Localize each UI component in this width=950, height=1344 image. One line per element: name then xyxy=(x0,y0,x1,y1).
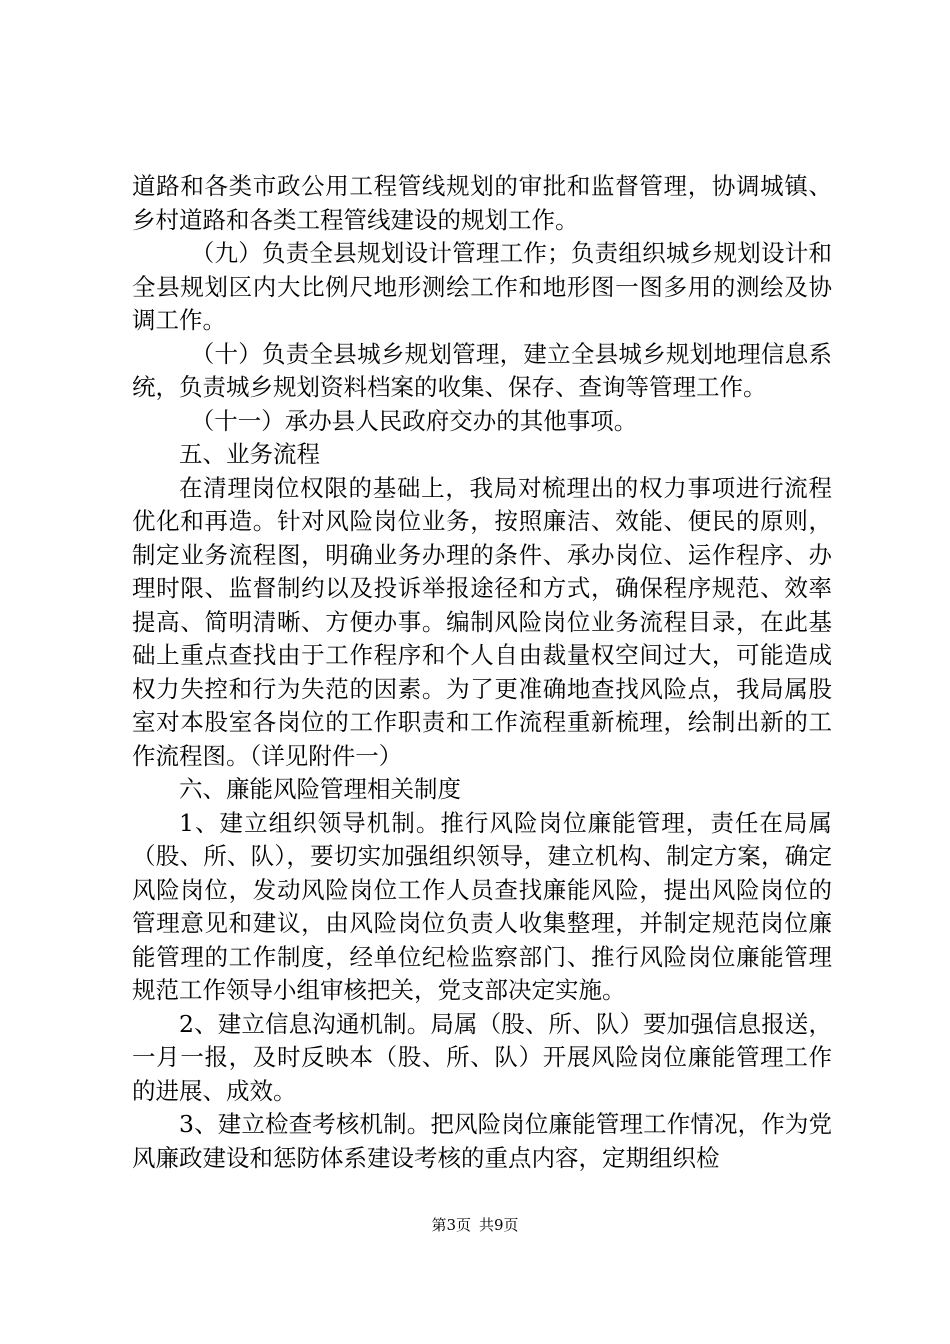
paragraph-item-9: （九）负责全县规划设计管理工作；负责组织城乡规划设计和全县规划区内大比例尺地形测绘工作和地形图一图多用的测绘及协调工作。 xyxy=(132,239,832,334)
document-body xyxy=(132,170,832,1175)
paragraph-item-10: （十）负责全县城乡规划管理，建立全县城乡规划地理信息系统，负责城乡规划资料档案的收集、保存、查询等管理工作。 xyxy=(132,339,832,401)
page-footer xyxy=(0,1214,950,1235)
paragraph-leadership-mechanism: 1、建立组织领导机制。推行风险岗位廉能管理，责任在局属（股、所、队），要切实加强组织领导，建立机构、制定方案，确定风险岗位，发动风险岗位工作人员查找廉能风险，提出风险岗位的管理意见和建议，由风险岗位负责人收集整理，并制定规范岗位廉能管理的工作制度，经单位纪检监察部门、推行风险岗位廉能管理规范工作领导小组审核把关，党支部决定实施。 xyxy=(132,808,832,1004)
paragraph-inspection-mechanism: 3、建立检查考核机制。把风险岗位廉能管理工作情况，作为党风廉政建设和惩防体系建设考核的重点内容，定期组织检 xyxy=(132,1110,832,1172)
page-total: 共9页 xyxy=(479,1216,519,1234)
section-heading-risk-management: 六、廉能风险管理相关制度 xyxy=(179,775,461,803)
paragraph-business-process: 在清理岗位权限的基础上，我局对梳理出的权力事项进行流程优化和再造。针对风险岗位业务，按照廉洁、效能、便民的原则，制定业务流程图，明确业务办理的条件、承办岗位、运作程序、办理时限、监督制约以及投诉举报途径和方式，确保程序规范、效率提高、简明清晰、方便办事。编制风险岗位业务流程目录，在此基础上重点查找由于工作程序和个人自由裁量权空间过大，可能造成权力失控和行为失范的因素。为了更准确地查找风险点，我局属股室对本股室各岗位的工作职责和工作流程重新梳理，绘制出新的工作流程图。（详见附件一） xyxy=(132,473,832,770)
paragraph-item-11: （十一）承办县人民政府交办的其他事项。 xyxy=(190,406,638,435)
paragraph-roads-planning: 道路和各类市政公用工程管线规划的审批和监督管理，协调城镇、乡村道路和各类工程管线建设的规划工作。 xyxy=(132,172,832,234)
section-heading-business-process: 五、业务流程 xyxy=(179,440,320,468)
paragraph-communication-mechanism: 2、建立信息沟通机制。局属（股、所、队）要加强信息报送，一月一报，及时反映本（股、所、队）开展风险岗位廉能管理工作的进展、成效。 xyxy=(132,1009,832,1105)
page-number: 第3页 xyxy=(431,1216,471,1234)
